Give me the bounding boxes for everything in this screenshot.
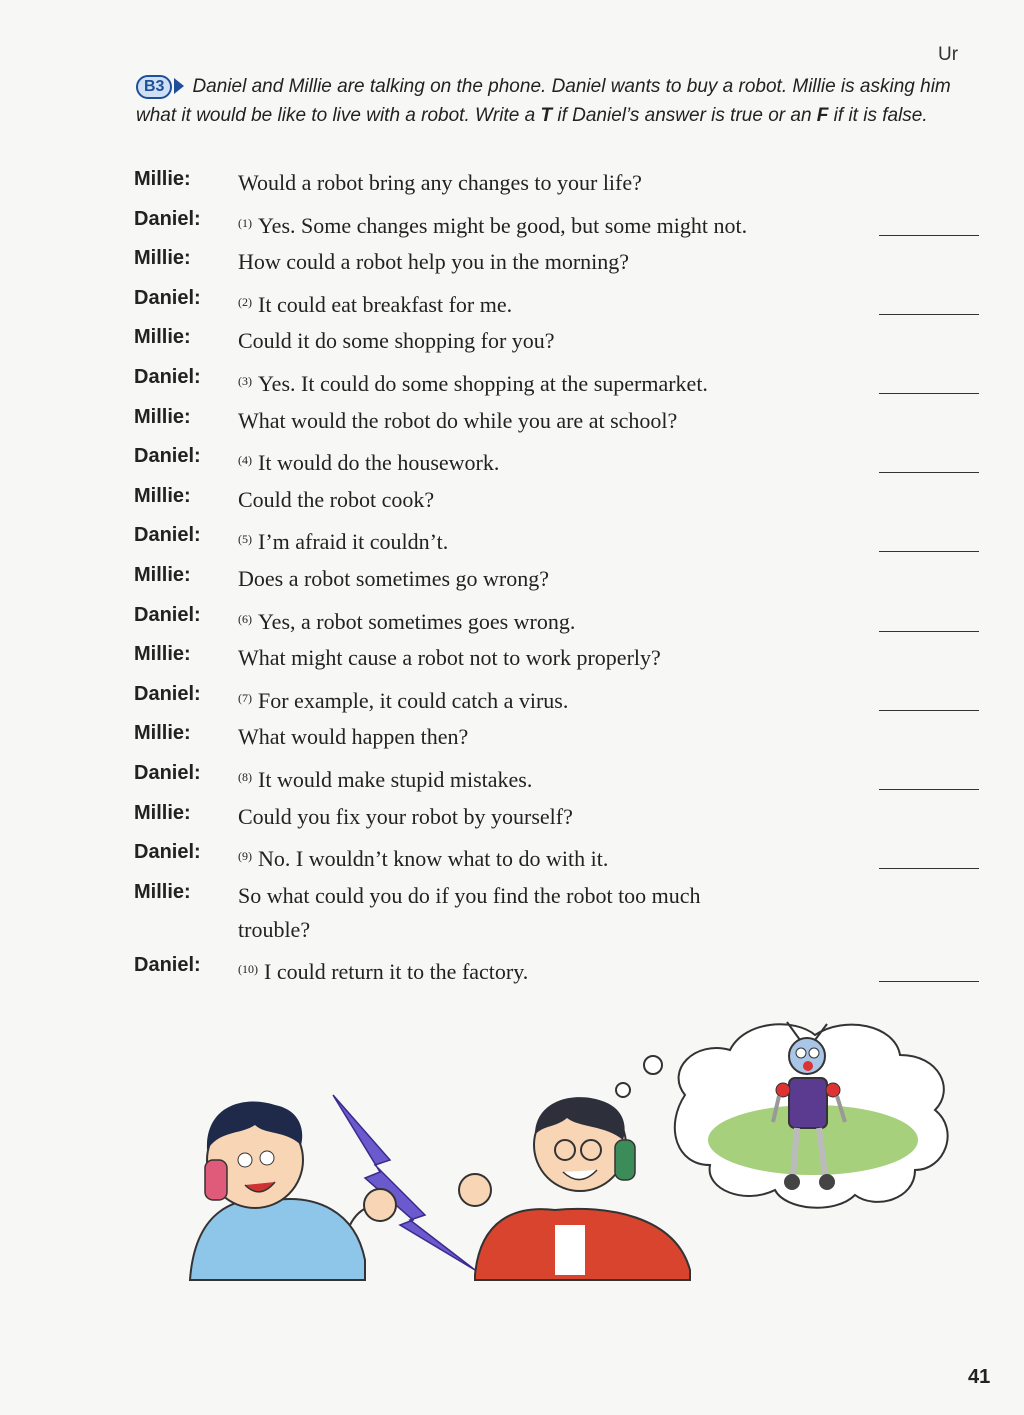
speaker-label: Millie: (134, 880, 191, 903)
answer-blank[interactable] (879, 981, 979, 982)
line-text: What would happen then? (238, 724, 469, 750)
dialogue-line (134, 952, 994, 992)
dialogue-line (134, 602, 994, 642)
speaker-label: Millie: (134, 801, 191, 824)
line-text: What might cause a robot not to work properly? (238, 645, 661, 671)
dialogue-line (134, 324, 994, 364)
unit-corner-label: Ur (938, 44, 959, 65)
line-text: $^{(7)}$ For example, it could catch a virus. (238, 687, 569, 713)
speaker-label: Millie: (134, 643, 191, 666)
speaker-label: Millie: (134, 484, 191, 507)
speaker-label: Millie: (134, 247, 191, 270)
line-text: $^{(5)}$ I’m afraid it couldn’t. (238, 529, 449, 555)
question-number: (8) (238, 769, 252, 784)
line-text: Would a robot bring any changes to your life? (238, 170, 642, 195)
dialogue-line (134, 760, 994, 800)
speaker-label: Daniel: (134, 682, 201, 705)
speaker-label: Millie: (134, 722, 191, 745)
line-text: $^{(9)}$ No. I wouldn’t know what to do with it. (238, 846, 609, 872)
question-number: (1) (238, 215, 252, 230)
page-number: 41 (968, 1366, 991, 1388)
question-number: (9) (238, 849, 252, 864)
answer-blank[interactable] (879, 393, 979, 394)
dialogue-line (134, 522, 994, 562)
question-number: (6) (238, 611, 252, 626)
dialogue-line (134, 364, 994, 404)
line-text: $^{(10)}$ I could return it to the factory. (238, 958, 529, 984)
line-text: $^{(2)}$ It could eat breakfast for me. (238, 291, 513, 317)
speaker-label: Daniel: (134, 953, 201, 976)
instruction-text-3: if it is false. (828, 105, 928, 126)
answer-blank[interactable] (879, 710, 979, 711)
boy-on-phone-left (190, 1101, 396, 1280)
speaker-label: Millie: (134, 326, 191, 349)
answer-blank[interactable] (879, 235, 979, 236)
answer-blank[interactable] (879, 551, 979, 552)
instruction-text-1: Daniel and Millie are talking on the phone. Daniel wants to buy a robot. Millie is asking him what it would be like to live with a robot. Write a (136, 76, 951, 126)
answer-blank[interactable] (879, 789, 979, 790)
line-text: So what could you do if you find the robot too much trouble? (238, 882, 701, 942)
line-text: $^{(8)}$ It would make stupid mistakes. (238, 766, 533, 792)
line-text: What would the robot do while you are at school? (238, 407, 678, 433)
line-text: $^{(1)}$ Yes. Some changes might be good, but some might not. (238, 212, 748, 238)
dialogue-line (134, 166, 994, 206)
boy-on-phone-right (459, 1097, 690, 1280)
speaker-label: Millie: (134, 405, 191, 428)
line-text: Could you fix your robot by yourself? (238, 803, 573, 829)
line-text: How could a robot help you in the morning? (238, 249, 630, 275)
dialogue (134, 166, 994, 991)
speaker-label: Daniel: (134, 445, 201, 468)
dialogue-line (134, 681, 994, 721)
speaker-label: Daniel: (134, 286, 201, 309)
instruction-text-2: if Daniel’s answer is true or an (552, 105, 817, 126)
thought-cloud (616, 1024, 948, 1207)
phone-call-illustration (175, 1010, 965, 1300)
instruction-t: T (540, 105, 553, 126)
instructions (136, 72, 966, 130)
answer-blank[interactable] (879, 631, 979, 632)
speaker-label: Daniel: (134, 603, 201, 626)
speaker-label: Daniel: (134, 841, 201, 864)
speaker-label: Daniel: (134, 365, 201, 388)
answer-blank[interactable] (879, 314, 979, 315)
dialogue-line (134, 562, 994, 602)
question-number: (2) (238, 294, 252, 309)
answer-blank[interactable] (879, 868, 979, 869)
speaker-label: Daniel: (134, 761, 201, 784)
question-number: (7) (238, 690, 252, 705)
line-text: Could it do some shopping for you? (238, 328, 555, 354)
dialogue-line (134, 839, 994, 879)
speaker-label: Daniel: (134, 207, 201, 230)
speaker-label: Millie: (134, 168, 191, 190)
dialogue-line (134, 720, 994, 760)
line-text: $^{(3)}$ Yes. It could do some shopping at the supermarket. (238, 370, 708, 396)
question-number: (3) (238, 373, 252, 388)
question-number: (4) (238, 453, 252, 468)
speaker-label: Millie: (134, 563, 191, 586)
exercise-badge: B3 (136, 75, 172, 99)
dialogue-line (134, 285, 994, 325)
speaker-label: Daniel: (134, 524, 201, 547)
line-text: $^{(6)}$ Yes, a robot sometimes goes wrong. (238, 608, 576, 634)
line-text: $^{(4)}$ It would do the housework. (238, 450, 500, 476)
dialogue-line (134, 404, 994, 444)
dialogue-line (134, 800, 994, 840)
question-number: (10) (238, 961, 258, 976)
dialogue-line (134, 206, 994, 246)
play-arrow-icon (174, 78, 184, 94)
instruction-f: F (816, 105, 829, 126)
dialogue-line (134, 879, 994, 952)
dialogue-line (134, 483, 994, 523)
dialogue-line (134, 641, 994, 681)
answer-blank[interactable] (879, 472, 979, 473)
dialogue-line (134, 443, 994, 483)
line-text: Could the robot cook? (238, 486, 435, 512)
dialogue-line (134, 245, 994, 285)
question-number: (5) (238, 532, 252, 547)
line-text: Does a robot sometimes go wrong? (238, 565, 549, 591)
